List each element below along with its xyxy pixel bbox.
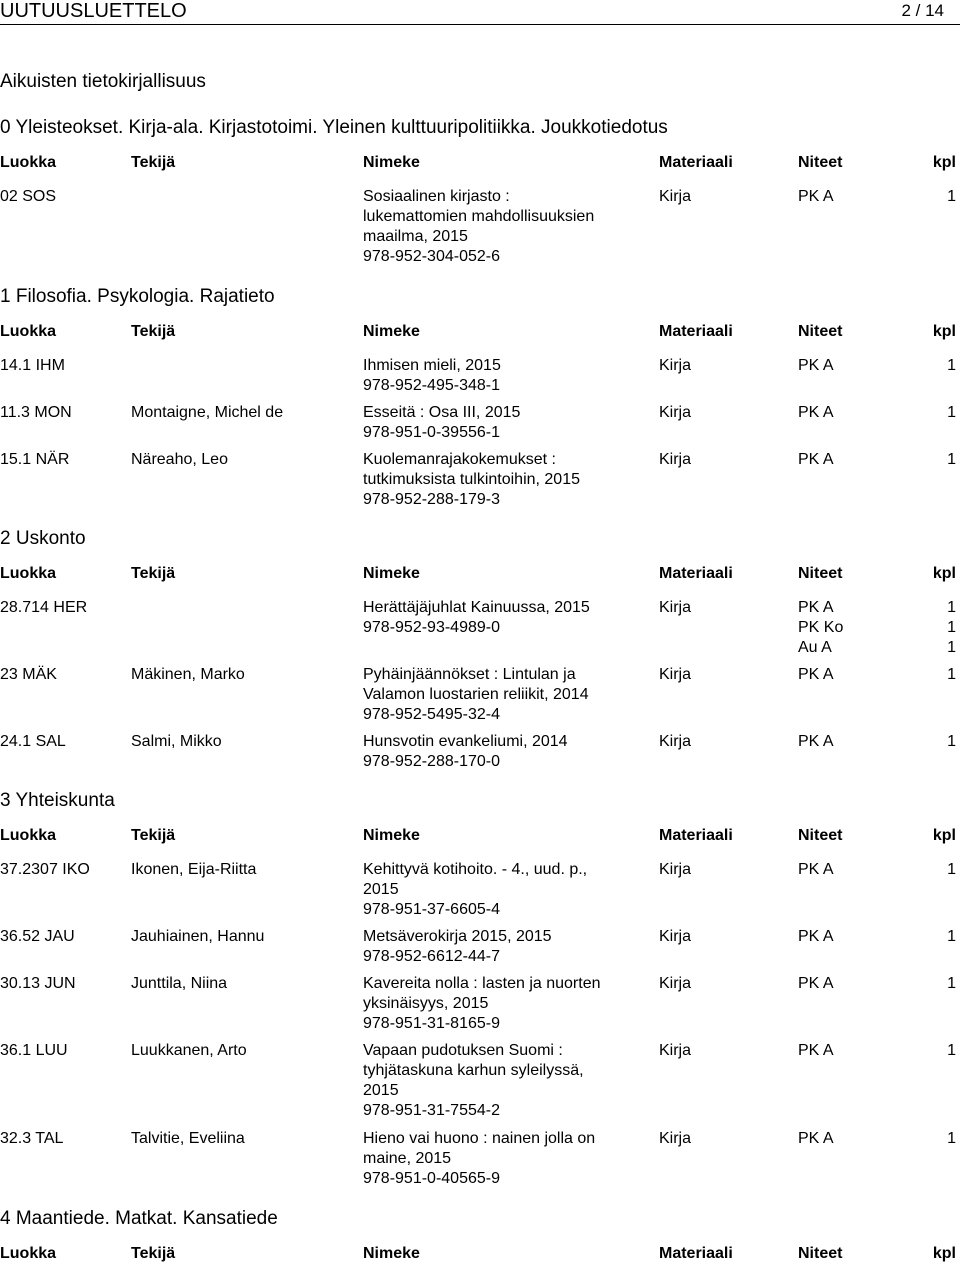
- col-kpl: kpl: [932, 1245, 956, 1262]
- title-line: Kehittyvä kotihoito. - 4., uud. p.,: [363, 861, 588, 878]
- col-nimeke: Nimeke: [363, 154, 420, 171]
- kpl-line: 1: [947, 357, 956, 374]
- col-luokka: Luokka: [0, 323, 57, 340]
- cell-luokka: 36.1 LUU: [0, 1042, 68, 1059]
- cell-niteet: [798, 1129, 834, 1149]
- cell-niteet: [798, 732, 834, 752]
- niteet-line: PK A: [798, 1042, 834, 1059]
- niteet-line: PK A: [798, 188, 834, 205]
- cell-kpl: [947, 974, 956, 994]
- section-heading: 0 Yleisteokset. Kirja-ala. Kirjastotoimi. Yleinen kulttuuripolitiikka. Joukkotiedotus: [0, 117, 668, 138]
- col-materiaali: Materiaali: [659, 323, 733, 340]
- cell-kpl: [947, 356, 956, 376]
- cell-nimeke: [363, 732, 568, 772]
- cell-niteet: [798, 974, 834, 994]
- cell-materiaali: Kirja: [659, 404, 692, 421]
- page-header: [0, 0, 960, 22]
- col-materiaali: Materiaali: [659, 827, 733, 844]
- cell-niteet: [798, 860, 834, 880]
- cell-nimeke: [363, 450, 580, 510]
- title-line: tutkimuksista tulkintoihin, 2015: [363, 471, 580, 488]
- col-nimeke: Nimeke: [363, 565, 420, 582]
- title-line: Kavereita nolla : lasten ja nuorten: [363, 975, 601, 992]
- isbn-line: 978-952-495-348-1: [363, 377, 500, 394]
- isbn-line: 978-951-0-39556-1: [363, 424, 500, 441]
- cell-materiaali: Kirja: [659, 599, 692, 616]
- section-heading: 4 Maantiede. Matkat. Kansatiede: [0, 1208, 278, 1229]
- cell-niteet: [798, 450, 834, 470]
- niteet-line: PK A: [798, 404, 834, 421]
- cell-luokka: 36.52 JAU: [0, 928, 75, 945]
- col-luokka: Luokka: [0, 1245, 57, 1262]
- niteet-line: PK A: [798, 861, 834, 878]
- kpl-line: 1: [947, 188, 956, 205]
- cell-materiaali: Kirja: [659, 1042, 692, 1059]
- title-line: Hieno vai huono : nainen jolla on: [363, 1130, 596, 1147]
- col-materiaali: Materiaali: [659, 154, 733, 171]
- title-line: 2015: [363, 881, 399, 898]
- isbn-line: 978-952-6612-44-7: [363, 948, 500, 965]
- cell-luokka: 15.1 NÄR: [0, 451, 70, 468]
- title-line: maine, 2015: [363, 1150, 452, 1167]
- title-line: Herättäjäjuhlat Kainuussa, 2015: [363, 599, 590, 616]
- cell-materiaali: Kirja: [659, 733, 692, 750]
- cell-materiaali: Kirja: [659, 1130, 692, 1147]
- col-tekija: Tekijä: [131, 827, 176, 844]
- cell-kpl: [947, 598, 956, 658]
- niteet-line: PK A: [798, 975, 834, 992]
- isbn-line: 978-951-31-8165-9: [363, 1015, 500, 1032]
- niteet-line: PK A: [798, 666, 834, 683]
- cell-kpl: [947, 665, 956, 685]
- header-rule: [0, 24, 960, 25]
- cell-niteet: [798, 665, 834, 685]
- title-line: Hunsvotin evankeliumi, 2014: [363, 733, 568, 750]
- col-kpl: kpl: [932, 323, 956, 340]
- cell-materiaali: Kirja: [659, 666, 692, 683]
- title-line: Sosiaalinen kirjasto :: [363, 188, 510, 205]
- cell-luokka: 37.2307 IKO: [0, 861, 90, 878]
- cell-nimeke: [363, 1129, 595, 1189]
- col-niteet: Niteet: [798, 827, 843, 844]
- isbn-line: 978-952-5495-32-4: [363, 706, 500, 723]
- kpl-line: 1: [947, 1042, 956, 1059]
- kpl-line: 1: [947, 451, 956, 468]
- title-line: 2015: [363, 1082, 399, 1099]
- col-nimeke: Nimeke: [363, 1245, 420, 1262]
- kpl-line: 1: [947, 733, 956, 750]
- cell-luokka: 02 SOS: [0, 188, 57, 205]
- cell-tekija: Luukkanen, Arto: [131, 1042, 247, 1059]
- isbn-line: 978-952-288-170-0: [363, 753, 500, 770]
- cell-nimeke: [363, 927, 552, 967]
- cell-niteet: [798, 187, 834, 207]
- col-niteet: Niteet: [798, 1245, 843, 1262]
- cell-tekija: Talvitie, Eveliina: [131, 1130, 245, 1147]
- niteet-line: PK A: [798, 451, 834, 468]
- title-line: Esseitä : Osa III, 2015: [363, 404, 521, 421]
- cell-luokka: 11.3 MON: [0, 404, 72, 421]
- cell-niteet: [798, 927, 834, 947]
- page-number: 2 / 14: [901, 1, 944, 20]
- kpl-line: 1: [947, 639, 956, 656]
- col-niteet: Niteet: [798, 565, 843, 582]
- cell-niteet: [798, 356, 834, 376]
- title-line: Metsäverokirja 2015, 2015: [363, 928, 552, 945]
- title-line: tyhjätaskuna karhun syleilyssä,: [363, 1062, 584, 1079]
- cell-tekija: Ikonen, Eija-Riitta: [131, 861, 257, 878]
- kpl-line: 1: [947, 619, 956, 636]
- section-heading: 2 Uskonto: [0, 528, 86, 549]
- col-kpl: kpl: [932, 154, 956, 171]
- col-luokka: Luokka: [0, 565, 57, 582]
- col-nimeke: Nimeke: [363, 827, 420, 844]
- cell-nimeke: [363, 187, 594, 267]
- title-line: Valamon luostarien reliikit, 2014: [363, 686, 589, 703]
- cell-luokka: 30.13 JUN: [0, 975, 76, 992]
- kpl-line: 1: [947, 666, 956, 683]
- niteet-line: PK A: [798, 599, 834, 616]
- kpl-line: 1: [947, 861, 956, 878]
- col-luokka: Luokka: [0, 154, 57, 171]
- cell-materiaali: Kirja: [659, 357, 692, 374]
- cell-nimeke: [363, 598, 590, 638]
- cell-kpl: [947, 732, 956, 752]
- kpl-line: 1: [947, 1130, 956, 1147]
- cell-luokka: 32.3 TAL: [0, 1130, 64, 1147]
- cell-tekija: Jauhiainen, Hannu: [131, 928, 265, 945]
- cell-kpl: [947, 403, 956, 423]
- col-materiaali: Materiaali: [659, 565, 733, 582]
- cell-materiaali: Kirja: [659, 975, 692, 992]
- niteet-line: PK Ko: [798, 619, 844, 636]
- kpl-line: 1: [947, 599, 956, 616]
- col-kpl: kpl: [932, 827, 956, 844]
- cell-tekija: Montaigne, Michel de: [131, 404, 284, 421]
- isbn-line: 978-951-37-6605-4: [363, 901, 500, 918]
- isbn-line: 978-951-0-40565-9: [363, 1170, 500, 1187]
- col-tekija: Tekijä: [131, 154, 176, 171]
- cell-tekija: Näreaho, Leo: [131, 451, 228, 468]
- main-heading: Aikuisten tietokirjallisuus: [0, 71, 206, 92]
- cell-nimeke: [363, 1041, 584, 1121]
- cell-tekija: Salmi, Mikko: [131, 733, 222, 750]
- cell-nimeke: [363, 860, 587, 920]
- title-line: Ihmisen mieli, 2015: [363, 357, 501, 374]
- title-line: Pyhäinjäännökset : Lintulan ja: [363, 666, 576, 683]
- section-heading: 1 Filosofia. Psykologia. Rajatieto: [0, 286, 275, 307]
- title-line: maailma, 2015: [363, 228, 468, 245]
- cell-nimeke: [363, 356, 501, 396]
- cell-niteet: [798, 1041, 834, 1061]
- cell-luokka: 28.714 HER: [0, 599, 88, 616]
- col-niteet: Niteet: [798, 154, 843, 171]
- title-line: Vapaan pudotuksen Suomi :: [363, 1042, 563, 1059]
- col-tekija: Tekijä: [131, 565, 176, 582]
- cell-niteet: [798, 598, 843, 658]
- col-niteet: Niteet: [798, 323, 843, 340]
- document-title: UUTUUSLUETTELO: [0, 0, 187, 22]
- cell-nimeke: [363, 665, 589, 725]
- isbn-line: 978-952-304-052-6: [363, 248, 500, 265]
- cell-niteet: [798, 403, 834, 423]
- cell-luokka: 23 MÄK: [0, 666, 57, 683]
- title-line: lukemattomien mahdollisuuksien: [363, 208, 595, 225]
- cell-kpl: [947, 450, 956, 470]
- section-heading: 3 Yhteiskunta: [0, 790, 115, 811]
- col-nimeke: Nimeke: [363, 323, 420, 340]
- col-kpl: kpl: [932, 565, 956, 582]
- cell-kpl: [947, 927, 956, 947]
- cell-kpl: [947, 1129, 956, 1149]
- cell-nimeke: [363, 974, 600, 1034]
- cell-nimeke: [363, 403, 520, 443]
- kpl-line: 1: [947, 975, 956, 992]
- niteet-line: Au A: [798, 639, 832, 656]
- niteet-line: PK A: [798, 1130, 834, 1147]
- cell-tekija: Junttila, Niina: [131, 975, 228, 992]
- cell-kpl: [947, 860, 956, 880]
- col-luokka: Luokka: [0, 827, 57, 844]
- cell-kpl: [947, 1041, 956, 1061]
- kpl-line: 1: [947, 404, 956, 421]
- niteet-line: PK A: [798, 733, 834, 750]
- cell-luokka: 24.1 SAL: [0, 733, 66, 750]
- kpl-line: 1: [947, 928, 956, 945]
- cell-materiaali: Kirja: [659, 861, 692, 878]
- isbn-line: 978-951-31-7554-2: [363, 1102, 500, 1119]
- niteet-line: PK A: [798, 928, 834, 945]
- isbn-line: 978-952-93-4989-0: [363, 619, 500, 636]
- cell-materiaali: Kirja: [659, 451, 692, 468]
- isbn-line: 978-952-288-179-3: [363, 491, 500, 508]
- title-line: Kuolemanrajakokemukset :: [363, 451, 556, 468]
- cell-materiaali: Kirja: [659, 928, 692, 945]
- niteet-line: PK A: [798, 357, 834, 374]
- col-tekija: Tekijä: [131, 1245, 176, 1262]
- cell-materiaali: Kirja: [659, 188, 692, 205]
- cell-tekija: Mäkinen, Marko: [131, 666, 245, 683]
- col-tekija: Tekijä: [131, 323, 176, 340]
- cell-luokka: 14.1 IHM: [0, 357, 65, 374]
- title-line: yksinäisyys, 2015: [363, 995, 489, 1012]
- col-materiaali: Materiaali: [659, 1245, 733, 1262]
- cell-kpl: [947, 187, 956, 207]
